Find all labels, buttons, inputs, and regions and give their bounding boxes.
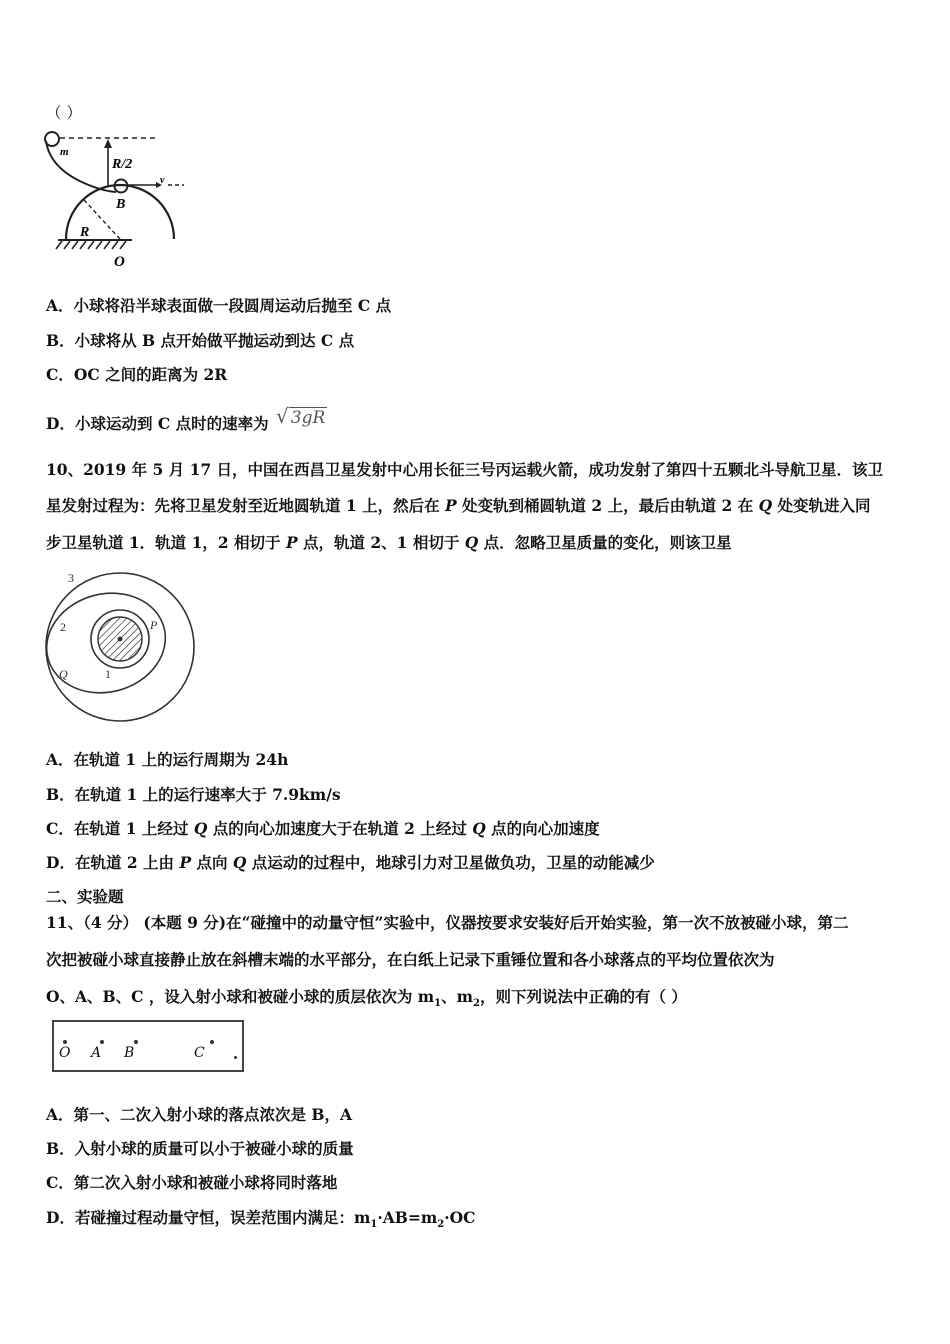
- slide-track: [46, 141, 116, 192]
- dot-b-icon: [134, 1040, 138, 1044]
- sqrt-sign-icon: √: [276, 404, 289, 428]
- q10-orbit-figure: [40, 570, 200, 726]
- q10-option-c: C．在轨道 1 上经过 Q 点的向心加速度大于在轨道 2 上经过 Q 点的向心加速度: [46, 819, 600, 838]
- label-a: A: [91, 1045, 102, 1061]
- q11-option-b: B．入射小球的质量可以小于被碰小球的质量: [46, 1139, 354, 1158]
- earth-center-icon: [118, 637, 123, 642]
- q11-option-c: C．第二次入射小球和被碰小球将同时落地: [46, 1173, 338, 1192]
- q10-option-d: D．在轨道 2 上由 P 点向 Q 点运动的过程中，地球引力对卫星做负功，卫星的动能减少: [46, 853, 655, 872]
- q11-option-d: D．若碰撞过程动量守恒，误差范围内满足：$m_1\cdot AB=m_2\cdot OC$: [46, 1208, 476, 1231]
- label-2: 2: [60, 620, 66, 634]
- label-1: 1: [105, 667, 111, 681]
- q9-hemisphere-figure: [44, 128, 190, 274]
- q9-option-d: D．小球运动到 C 点时的速率为 √ 3gR: [46, 404, 326, 433]
- q11-stem-line1: 11、（4 分） (本题 9 分)在“碰撞中的动量守恒”实验中，仪器按要求安装好后开始实验，第一次不放被碰小球，第二: [46, 913, 849, 932]
- label-r: R: [80, 225, 90, 240]
- label-b: B: [116, 197, 126, 212]
- q9-option-b: B．小球将从 B 点开始做平抛运动到达 C 点: [46, 331, 355, 350]
- label-o: O: [59, 1045, 71, 1061]
- section-title: 二、实验题: [46, 887, 124, 906]
- q10-stem-line2: 星发射过程为：先将卫星发射至近地圆轨道 1 上，然后在 P 处变轨到桶圆轨道 2 上，最后由轨道 2 在 Q 处变轨进入同: [46, 496, 871, 515]
- q9-option-c: C．OC 之间的距离为 2R: [46, 365, 228, 384]
- q9-answer-bracket: （ ）: [46, 104, 82, 122]
- dot-a-icon: [100, 1040, 104, 1044]
- label-b: B: [124, 1045, 135, 1061]
- dot-edge-icon: [234, 1056, 237, 1059]
- q11-stem-line2: 次把被碰小球直接静止放在斜槽末端的水平部分，在白纸上记录下重锤位置和各小球落点的平均位置依次为: [46, 950, 775, 969]
- q10-option-b: B．在轨道 1 上的运行速率大于 7.9km/s: [46, 785, 341, 804]
- dot-o-icon: [63, 1040, 67, 1044]
- arrow-head-icon: [104, 139, 112, 148]
- label-p: P: [150, 618, 158, 632]
- q10-stem-line3: 步卫星轨道 1．轨道 1，2 相切于 P 点，轨道 2、1 相切于 Q 点．忽略卫星质量的变化，则该卫星: [46, 533, 732, 552]
- label-r2: R/2: [112, 157, 133, 172]
- label-3: 3: [68, 571, 74, 585]
- dot-c-icon: [210, 1040, 214, 1044]
- q9-option-a: A．小球将沿半球表面做一段圆周运动后抛至 C 点: [46, 296, 392, 315]
- label-m: m: [60, 146, 69, 158]
- q11-points-figure: [52, 1020, 244, 1072]
- q10-stem-line1: 10、2019 年 5 月 17 日，中国在西昌卫星发射中心用长征三号丙运载火箭，成功发射了第四十五颗北斗导航卫星．该卫: [46, 460, 884, 479]
- radius-dashed-line: [84, 200, 120, 239]
- label-q: Q: [59, 667, 68, 681]
- q11-option-a: A．第一、二次入射小球的落点浓次是 B，A: [46, 1105, 353, 1124]
- label-v: v: [160, 175, 165, 186]
- q10-option-a: A．在轨道 1 上的运行周期为 24h: [46, 750, 289, 769]
- ground-hatch: [56, 241, 126, 249]
- sqrt-formula: √ 3gR: [276, 404, 326, 428]
- label-o: O: [114, 254, 125, 270]
- label-c: C: [194, 1045, 205, 1061]
- q11-stem-line3: O、A、B、C ，设入射小球和被碰小球的质层依次为 $m_1$、$m_2$，则下列说法中正确的有（ ）: [46, 987, 687, 1010]
